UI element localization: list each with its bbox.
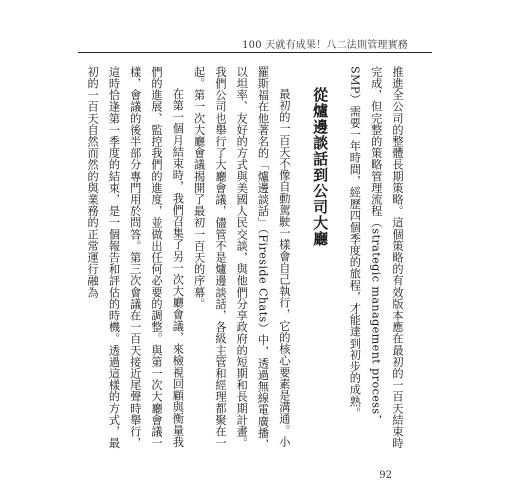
body-paragraph-3: 在第一個月結束時，我們召集了另一次大廳會議，來檢視回顧與衡量我們的進展、監控我們的進度，並做出任何必要的調整。與第一次大廳會議一樣，會議的後半部分專門用於問答。第三次會議在一百天接近尾聲時舉行，這時恰逢第一季度的結束，是一個報告和評估的時機。透過這樣的方式，最初的一百天自然而然的與業務的正常運行融為 [86, 66, 185, 449]
vertical-body-text [68, 66, 408, 456]
section-heading: 從爐邊談話到公司大廳 [311, 87, 330, 247]
body-paragraph-1: 推進全公司的整體長期策略。這個策略的有效版本應在最初的一百天結束時完成，但完整的策略管理流程（strategic management process，SMP）需要一年時間，經歷四個季度的旅程，才能達到初步的成熟。 [348, 66, 404, 449]
body-paragraph-2: 最初的一百天不像自動駕駛一樣會自己執行，它的核心要素是溝通。小羅斯福在他著名的「爐邊談話」（Fireside Chats）中，透過無線電廣播，以坦率、友好的方式與美國人民交談，與他們分享政府的短期和長期計畫。我們公司也舉行了大廳會議，儘管不是爐邊談話，各級主管和經理都聚在一起。第一次大廳會議揭開了最初一百天的序幕。 [192, 66, 291, 451]
page-number: 92 [379, 470, 392, 481]
header-rule [78, 52, 432, 53]
running-header: 100 天就有成果！八二法則管理實務 [242, 40, 408, 51]
